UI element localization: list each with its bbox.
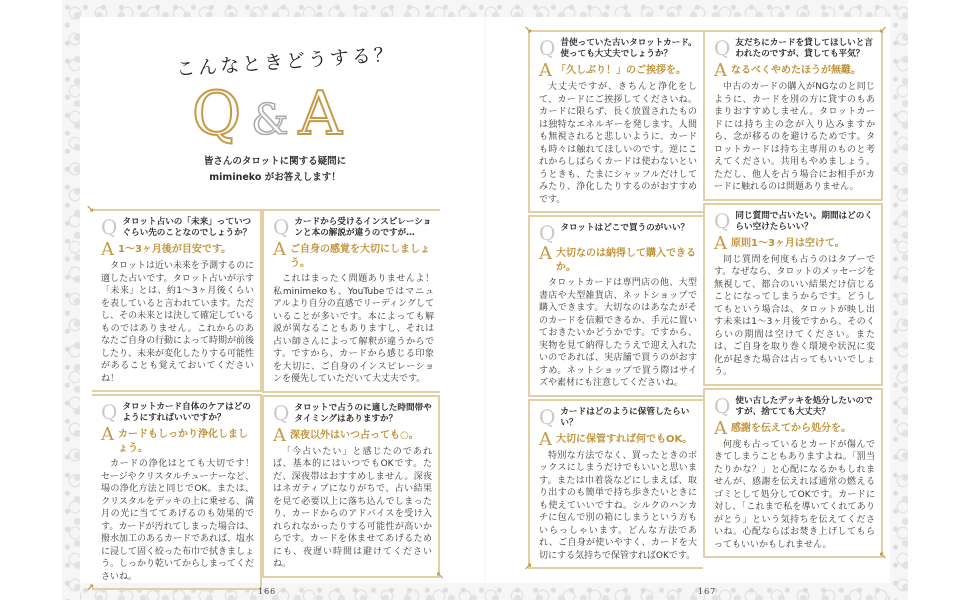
a-mark-icon: A (714, 60, 727, 81)
answer-heading: なるべくやめたほうが無難。 (731, 65, 861, 76)
corner-ornament-icon: ↗ (86, 583, 95, 594)
corner-ornament-icon: ↗ (524, 562, 533, 573)
qa-box (86, 204, 262, 392)
q-mark-icon: Q (539, 36, 556, 60)
answer-heading: 大切に保管すれば何でもOK。 (556, 433, 693, 445)
a-mark-icon: A (101, 239, 114, 260)
answer-body: 「今占いたい」と感じたのであれば、基本的にはいつでもOKです。ただ、深夜帯はおすすめしません。深夜はネガティブになりがちで、占い結果を見て必要以上に落ち込んでしまったり、カードからのアドバイスを受け入れられなかったりする可能性が高いからです。カードを休ませてあげるためにも、夜遅い時間は避けてくださいね。 (273, 446, 432, 569)
left-page-column-1 (86, 204, 262, 594)
answer (714, 62, 875, 79)
answer (539, 428, 697, 450)
question-text: タロットで占うのに適した時間帯やタイミングはありますか？ (294, 402, 432, 424)
corner-ornament-icon: ↖ (435, 570, 444, 582)
question-text: タロットカード自体のケアはどのようにすればいいですか？ (122, 402, 251, 423)
q-mark-icon: Q (273, 215, 290, 239)
subtitle: 皆さんのタロットに関する疑問に mimineko がお答えします！ (203, 156, 347, 183)
q-mark-icon: Q (273, 400, 290, 425)
a-mark-icon: A (539, 243, 552, 264)
qa-box (86, 394, 262, 594)
question-text: 友だちにカードを貸してほしいと言われたのですが、貸しても平気？ (735, 38, 873, 59)
answer-heading: カードもしっかり浄化しましょう。 (118, 429, 248, 454)
damask-top-band (62, 0, 908, 17)
q-mark-icon: Q (539, 404, 556, 429)
qa-box (262, 209, 440, 393)
answer (714, 232, 875, 254)
question-text: 同じ質問で占いたい。期間はどのくらい空けたらいい？ (735, 210, 873, 232)
question (714, 208, 875, 233)
corner-ornament-icon: ↖ (878, 551, 887, 562)
q-mark-icon: Q (714, 393, 731, 418)
question (539, 404, 697, 429)
answer-body: 特別な方法でなく、買ったときのボックスにしまうだけでもいいと思います。または巾着袋などにしまえば、取り出すのも簡単で持ち歩きたいときにも使えていいですね。シルクのハンカチに包んで別の箱にしまうという方もいらっしゃいます。どんな方法であれ、ご自身が使いやすく、カードを大切にする気持ちで保管すればOKです。 (539, 450, 697, 561)
answer (101, 426, 254, 456)
answer (539, 245, 697, 275)
question (714, 38, 875, 60)
damask-left-band (62, 0, 80, 600)
answer-body: タロットカードは専門店の他、大型書店や大型雑貨店、ネットショップで購入できます。大切なのはあなたがそのカードを信頼できるか、手元に置いておきたいかどうかです。ですから、実物を見て納得したうえで迎え入れたいのであれば、実店舗で買うのがおすすめ。ネットショップで買う際はサイズや素材にも注意してくださいね。 (539, 278, 697, 388)
answer-heading: 大切なのは納得して購入できるか。 (556, 248, 696, 273)
answer-heading: 深夜以外はいつ占っても○。 (290, 429, 419, 441)
a-mark-icon: A (714, 417, 727, 439)
answer-heading: 原則1〜3ヶ月は空けて。 (731, 237, 845, 249)
q-mark-icon: Q (714, 208, 731, 233)
a-mark-icon: A (714, 232, 727, 254)
qa-box (703, 203, 883, 386)
answer-body: カードの浄化はとても大切です！セージやクリスタルチューナーなど、場の浄化方法と同じでOK。または、クリスタルをデッキの上に乗せる、満月の光に当ててあげるのも効果的です。カードが汚れてしまった場合は、撥水加工のあるカードであれば、塩水に浸して固く絞った布巾で拭きましょう。しっかり乾いてからしまってくださいね。 (101, 459, 255, 582)
question-text: カードはどのように保管したらいい？ (560, 406, 690, 428)
answer (539, 62, 697, 79)
title-handwritten: こんなときどうする？ (175, 43, 397, 81)
answer-body: 大丈夫ですが、きちんと浄化をして、カードにご挨拶してくださいね。カードに限らず、長く放置されたものは独特なエネルギーを発します。人間も無視されると悲しいように、カードも時々は触れてほしいのです。逆にこれからしばらくカードは使わないというときも、たまにシャッフルだけしてみたり、浄化したりするのがおすすめです。 (539, 82, 697, 205)
right-page-column-2 (703, 25, 887, 562)
qa-box (524, 25, 703, 213)
q-mark-icon: Q (539, 221, 556, 245)
answer-heading: ご自身の感覚を大切にしましょう。 (290, 244, 430, 269)
qa-box (262, 395, 444, 582)
corner-ornament-icon: ↘ (524, 25, 533, 36)
answer-body: タロットは近い未来を予測するのに適した占いです。タロット占いが示す「未来」とは、約1〜3ヶ月後くらいを表していると言われています。ただし、その未来とは決して確定しているものではありません。これからのあなたご自身の行動によって時期が前後したり、未来が変化したりする可能性があることも覚えておいてくださいね！ (101, 261, 255, 384)
question (101, 217, 254, 239)
question (714, 393, 875, 418)
question-text: 昔使っていた古いタロットカード。使っても大丈夫でしょうか？ (560, 38, 697, 59)
qa-box (528, 215, 703, 397)
right-page-column-1 (524, 25, 703, 573)
answer-body: これはまったく問題ありませんよ！私minimekoも、YouTubeではマニュアルより自分の直感でリーディングしていることが多いです。本によっても解説が異なることもありますし、それは占い師さんによって解釈が違うからです。ですから、カードから感じる印象を大切に、ご自身のインスピレーションを優先していただいて大丈夫です。 (273, 274, 434, 384)
question (101, 402, 254, 424)
page-number-left: 166 (258, 587, 277, 596)
answer-heading: 「久しぶり！」のご挨拶を。 (556, 65, 686, 76)
question-text: カードから受けるインスピレーションと本の解説が違うのですが… (294, 217, 432, 238)
a-mark-icon: A (539, 428, 552, 450)
answer-body: 何度も占っているとカードが傷んできてしまうこともありますよね。「罰当たりかな？」と心配になるかもしれませんが、感謝を伝えれば通常の燃えるゴミとして処分してOKです。カードに対し、「これまで私を導いてくれてありがとう」という気持ちを伝えてくださいね。心配ならばお焚き上げしてもらってもいいかもしれません。 (714, 439, 875, 550)
qa-box (703, 25, 887, 201)
question (273, 400, 432, 425)
answer (273, 241, 434, 271)
qa-box (703, 388, 887, 562)
damask-right-band (890, 0, 908, 600)
page-number-right: 167 (698, 587, 717, 596)
qa-logo: Q & A (192, 79, 342, 149)
q-mark-icon: Q (714, 36, 731, 60)
question-text: タロットはどこで買うのがいい？ (560, 223, 690, 233)
answer (273, 424, 432, 446)
answer (101, 241, 254, 258)
answer-heading: 1〜3ヶ月後が目安です。 (118, 244, 232, 255)
answer-body: 中古のカードの購入がNGなのと同じように、カードを別の方に貸すのもあまりおすすめしません。タロットカードには持ち主の念が入り込みますから、念が移るのを避けるためです。タロットカードは持ち主専用のものと考えてください。共用もやめましょう。ただし、他人を占う場合にお相手がカードに触れるのは問題ありません。 (714, 82, 875, 192)
question-text: 使い古したデッキを処分したいのですが、捨てても大丈夫？ (735, 395, 873, 417)
qa-box (524, 399, 703, 573)
corner-ornament-icon: ↘ (86, 204, 95, 215)
question (539, 38, 697, 60)
a-mark-icon: A (539, 60, 552, 81)
answer-body: 同じ質問を何度も占うのはタブーです。なぜなら、タロットのメッセージを無視して、都合のいい結果だけ信じることになってしまうからです。どうしてもという場合は、タロットが映し出す未来は1〜3ヶ月後ですから、そのくらいの期間は空けてください。または、ご自身を取り巻く環境や状況に変化が起きた場合は占ってもいいでしょう。 (714, 254, 875, 377)
answer-heading: 感謝を伝えてから処分を。 (731, 422, 851, 434)
left-page-column-2 (262, 209, 444, 582)
question-text: タロット占いの「未来」っていつぐらい先のことなのでしょうか？ (122, 217, 252, 238)
corner-ornament-icon: ↙ (878, 25, 887, 36)
question (539, 223, 697, 243)
answer (714, 417, 875, 439)
page-gutter (484, 17, 486, 583)
a-mark-icon: A (101, 424, 114, 445)
question (273, 217, 434, 239)
a-mark-icon: A (273, 424, 286, 446)
q-mark-icon: Q (101, 400, 118, 424)
q-mark-icon: Q (101, 215, 118, 239)
a-mark-icon: A (273, 239, 286, 260)
